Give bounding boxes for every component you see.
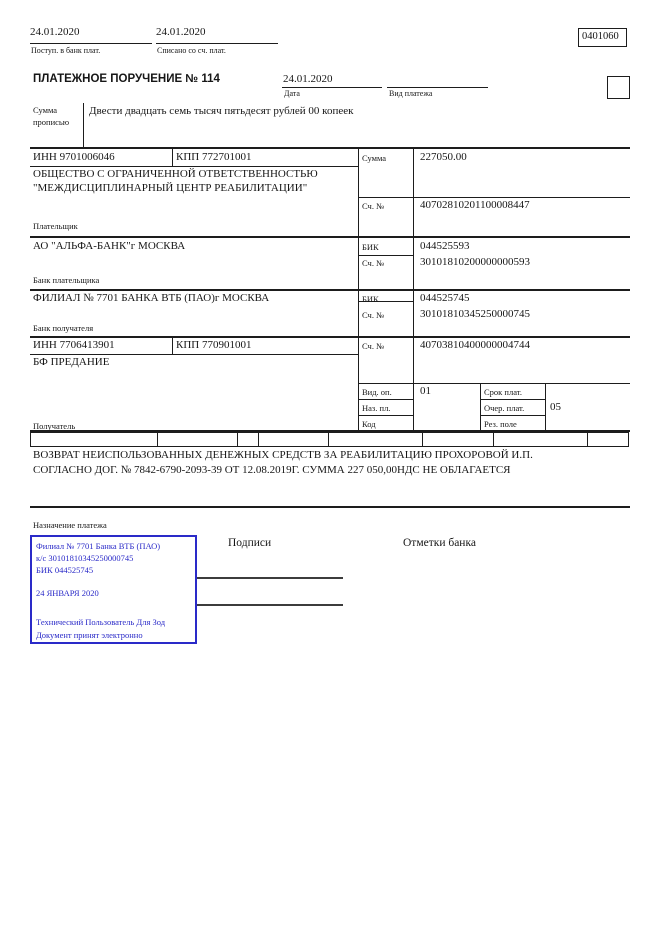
code-label: Код <box>362 419 376 429</box>
form-code: 0401060 <box>582 31 619 42</box>
amount-in-words: Двести двадцать семь тысяч пятьдесят рублей 00 копеек <box>89 105 354 117</box>
document-title: ПЛАТЕЖНОЕ ПОРУЧЕНИЕ № 114 <box>33 73 220 85</box>
payer-name-line2: "МЕЖДИСЦИПЛИНАРНЫЙ ЦЕНТР РЕАБИЛИТАЦИИ" <box>33 182 308 194</box>
row-divider <box>358 197 630 198</box>
payee-inn: ИНН 7706413901 <box>33 339 115 351</box>
row-divider <box>480 415 545 416</box>
status-field-box <box>607 76 630 99</box>
date-underline <box>282 87 382 88</box>
payee-account: 40703810400000004744 <box>420 339 530 351</box>
payer-bank-account-label: Сч. № <box>362 258 385 268</box>
payee-name: БФ ПРЕДАНИЕ <box>33 356 110 368</box>
stamp-corr-account: к/с 30101810345250000745 <box>36 553 134 563</box>
purpose-label: Назначение платежа <box>33 520 107 530</box>
tax-field-cell <box>258 433 328 446</box>
payer-bank-account: 30101810200000000593 <box>420 256 530 268</box>
bank-stamp <box>30 535 197 644</box>
tax-field-cell <box>493 433 587 446</box>
payer-bank-bik: 044525593 <box>420 240 470 252</box>
payee-label: Получатель <box>33 421 76 431</box>
sum-label: Сумма <box>362 153 387 163</box>
signature-line <box>197 604 343 606</box>
payment-type-underline <box>387 87 488 88</box>
stamp-date: 24 ЯНВАРЯ 2020 <box>36 588 99 598</box>
row-divider <box>358 399 413 400</box>
payee-bank-bik-label: БИК <box>362 294 379 304</box>
row-divider <box>358 415 413 416</box>
payer-bank-name: АО "АЛЬФА-БАНК"г МОСКВА <box>33 240 186 252</box>
section-divider <box>30 236 630 238</box>
op-block-divider <box>545 383 546 431</box>
section-divider <box>30 336 630 338</box>
purpose-line1: ВОЗВРАТ НЕИСПОЛЬЗОВАННЫХ ДЕНЕЖНЫХ СРЕДСТВ ЗА РЕАБИЛИТАЦИЮ ПРОХОРОВОЙ И.П. <box>33 449 533 461</box>
row-divider <box>358 255 413 256</box>
payer-inn: ИНН 9701006046 <box>33 151 115 163</box>
inn-kpp-divider <box>172 149 173 166</box>
amount-words-label-1: Сумма <box>33 105 58 115</box>
received-date: 24.01.2020 <box>30 26 80 38</box>
amount-words-label-2: прописью <box>33 117 70 127</box>
debited-date-label: Списано со сч. плат. <box>157 46 226 55</box>
stamp-bik: БИК 044525745 <box>36 565 94 575</box>
payer-kpp: КПП 772701001 <box>176 151 252 163</box>
form-code-box <box>578 28 627 47</box>
op-block-divider <box>480 383 481 431</box>
signatures-label: Подписи <box>228 537 272 549</box>
payer-label: Плательщик <box>33 221 78 231</box>
reserve-field-label: Рез. поле <box>484 419 517 429</box>
pay-term-label: Срок плат. <box>484 387 522 397</box>
amount-words-divider <box>83 103 84 148</box>
stamp-bank-name: Филиал № 7701 Банка ВТБ (ПАО) <box>36 541 161 551</box>
debited-date: 24.01.2020 <box>156 26 206 38</box>
bank-marks-label: Отметки банка <box>403 537 476 549</box>
purpose-code-label: Наз. пл. <box>362 403 391 413</box>
tax-field-cell <box>587 433 629 446</box>
priority-label: Очер. плат. <box>484 403 525 413</box>
payee-account-label: Сч. № <box>362 341 385 351</box>
tax-fields-row <box>30 432 629 447</box>
payer-bank-label: Банк плательщика <box>33 275 100 285</box>
date-label: Дата <box>284 89 300 98</box>
received-date-label: Поступ. в банк плат. <box>31 46 101 55</box>
inn-kpp-divider <box>172 336 173 354</box>
received-date-underline <box>30 43 152 44</box>
tax-field-cell <box>422 433 493 446</box>
payer-account-label: Сч. № <box>362 201 385 211</box>
payer-account: 40702810201100008447 <box>420 199 530 211</box>
debited-date-underline <box>156 43 278 44</box>
tax-field-cell <box>30 433 157 446</box>
purpose-line2: СОГЛАСНО ДОГ. № 7842-6790-2093-39 ОТ 12.08.2019Г. СУММА 227 050,00НДС НЕ ОБЛАГАЕТСЯ <box>33 464 511 476</box>
stamp-user: Технический Пользователь Для Зод <box>36 617 166 627</box>
section-divider <box>30 289 630 291</box>
payee-bank-label: Банк получателя <box>33 323 94 333</box>
signature-line <box>197 577 343 579</box>
payee-kpp: КПП 770901001 <box>176 339 252 351</box>
payer-bank-bik-label: БИК <box>362 242 379 252</box>
tax-field-cell <box>328 433 422 446</box>
document-date: 24.01.2020 <box>283 73 333 85</box>
section-divider <box>30 506 630 508</box>
stamp-accepted-note: Документ принят электронно <box>36 630 143 640</box>
payee-bank-account-label: Сч. № <box>362 310 385 320</box>
row-divider <box>30 354 358 355</box>
section-divider <box>30 147 630 149</box>
tax-field-cell <box>237 433 258 446</box>
sum-value: 227050.00 <box>420 151 467 163</box>
tax-field-cell <box>157 433 237 446</box>
row-divider <box>480 399 545 400</box>
op-type-value: 01 <box>420 385 431 397</box>
row-divider <box>30 166 358 167</box>
payee-bank-name: ФИЛИАЛ № 7701 БАНКА ВТБ (ПАО)г МОСКВА <box>33 292 270 304</box>
payment-type-label: Вид платежа <box>389 89 433 98</box>
row-divider <box>358 383 630 384</box>
op-type-label: Вид. оп. <box>362 387 392 397</box>
payee-bank-account: 30101810345250000745 <box>420 308 530 320</box>
payer-name-line1: ОБЩЕСТВО С ОГРАНИЧЕННОЙ ОТВЕТСТВЕННОСТЬЮ <box>33 168 318 180</box>
payee-bank-bik: 044525745 <box>420 292 470 304</box>
priority-value: 05 <box>550 401 561 413</box>
